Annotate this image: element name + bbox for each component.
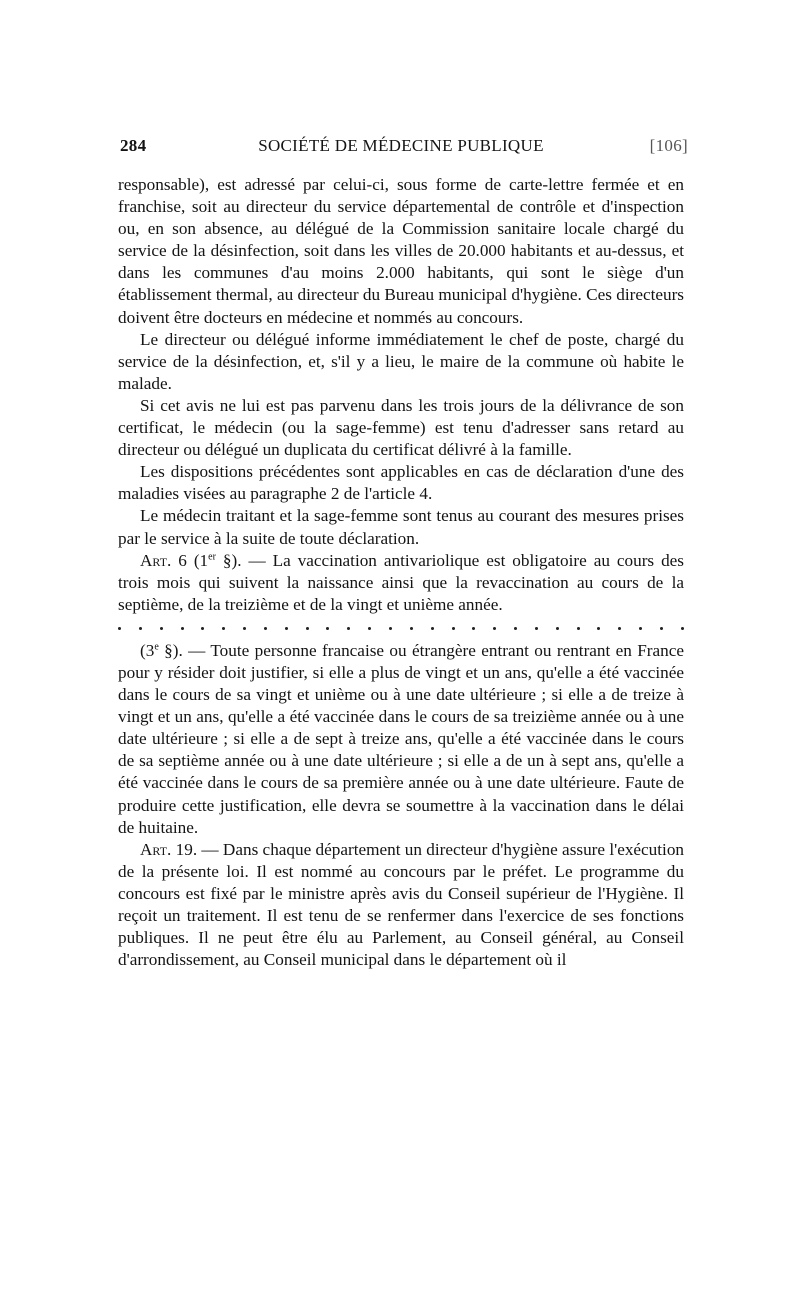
paragraph-continued: responsable), est adressé par celui-ci, sous forme de carte-lettre fermée et en franchise, soit au directeur du service départemental de contrôle et d'inspection ou, en son absence, au délégué de la Commission sanitaire locale chargé du service de la désinfection, soit dans les villes de 20.000 habitants et au-dessus, et dans les communes d'au moins 2.000 habitants, qui sont le siège d'un établissement thermal, au directeur du Bureau municipal d'hygiène. Ces directeurs doivent être docteurs en médecine et nommés au concours. (118, 175, 684, 327)
article-label: Art. 19. (140, 839, 198, 859)
folio-marker: [106] (649, 136, 688, 155)
article-19-paragraph (118, 839, 684, 972)
page-header (118, 136, 688, 166)
running-title: SOCIÉTÉ DE MÉDECINE PUBLIQUE (258, 136, 544, 155)
book-page (118, 136, 688, 971)
paragraph-3-section: (3e §). — Toute personne francaise ou étrangère entrant ou rentrant en France pour y résider doit justifier, si elle a plus de vingt et un ans, qu'elle a été vaccinée dans le cours de sa vingt et unième ou à une date ultérieure ; si elle a de treize à vingt et un ans, qu'elle a été vaccinée dans le cours de sa treizième année ou à une date ultérieure ; si elle a de sept à treize ans, qu'elle a été vaccinée dans le cours de sa septième année ou à une date ultérieure ; si elle a de un à sept ans, qu'elle a été vaccinée dans le cours de sa première année ou à une date ultérieure. Faute de produire cette justification, elle devra se soumettre à la vaccination dans le délai de huitaine. (118, 640, 684, 837)
paragraph: Le médecin traitant et la sage-femme sont tenus au courant des mesures prises par le service à la suite de toute déclaration. (118, 506, 684, 548)
paragraph: Le directeur ou délégué informe immédiatement le chef de poste, chargé du service de la désinfection, et, s'il y a lieu, le maire de la commune où habite le malade. (118, 329, 684, 393)
paragraph: Les dispositions précédentes sont applicables en cas de déclaration d'une des maladies visées au paragraphe 2 de l'article 4. (118, 462, 684, 504)
ellipsis-separator (118, 616, 684, 640)
paragraph: Si cet avis ne lui est pas parvenu dans les trois jours de la délivrance de son certificat, le médecin (ou la sage-femme) est tenu d'adresser sans retard au directeur ou délégué un duplicata du certificat délivré à la famille. (118, 395, 684, 460)
article-text: — Dans chaque département un directeur d'hygiène assure l'exécution de la présente loi. Il est nommé au concours par le préfet. Le programme du concours est fixé par le ministre après avis du Conseil supérieur de l'Hygiène. Il reçoit un traitement. Il est tenu de se renfermer dans l'exercice de ses fonctions publiques. Il ne peut être élu au Parlement, au Conseil général, au Conseil d'arrondissement, au Conseil municipal dans le département où il (118, 839, 685, 970)
body-text (118, 174, 684, 971)
article-text: — La vaccination antivariolique est obligatoire au cours des trois mois qui suivent la naissance ainsi que la revaccination au cours de la septième, de la treizième et de la vingt et unième année. (118, 550, 684, 614)
page-number: 284 (120, 136, 147, 155)
article-label: Art. 6 (140, 550, 187, 570)
article-6-paragraph: Art. 6 (1er §). — La vaccination antivariolique est obligatoire au cours des trois mois qui suivent la naissance ainsi que la revaccination au cours de la septième, de la treizième et de la vingt et unième année. (118, 550, 684, 614)
